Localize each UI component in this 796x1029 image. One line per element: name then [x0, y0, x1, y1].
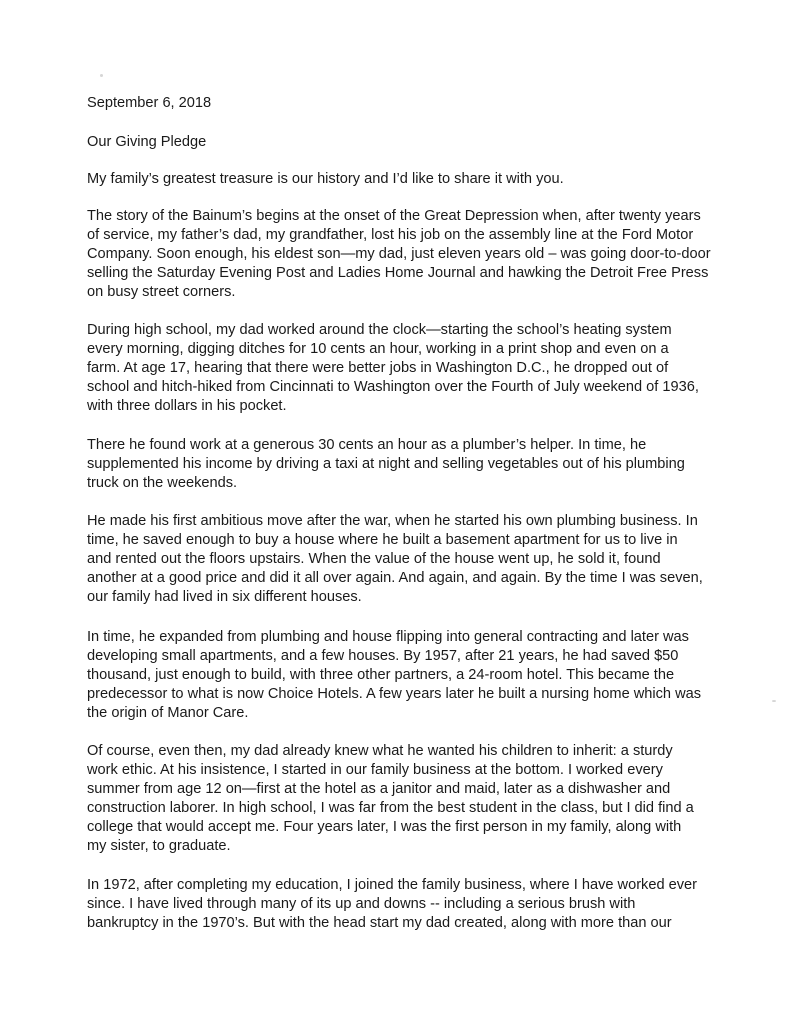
text-line: truck on the weekends.	[87, 475, 238, 491]
paragraph	[87, 512, 727, 607]
paragraph	[87, 436, 727, 493]
text-line: supplemented his income by driving a taxi at night and selling vegetables out of his plumbing	[87, 456, 685, 472]
scan-speck	[100, 74, 103, 77]
text-line: In time, he expanded from plumbing and house flipping into general contracting and later was	[87, 629, 689, 645]
text-line: on busy street corners.	[87, 284, 236, 300]
text-line: In 1972, after completing my education, I joined the family business, where I have worked ever	[87, 877, 698, 893]
text-line: our family had lived in six different houses.	[87, 589, 362, 605]
text-line: and rented out the floors upstairs. When the value of the house went up, he sold it, found	[87, 551, 661, 567]
text-line: bankruptcy in the 1970’s. But with the head start my dad created, along with more than our	[87, 915, 672, 931]
text-line: thousand, just enough to build, with three other partners, a 24-room hotel. This became the	[87, 667, 675, 683]
paragraph	[87, 876, 727, 933]
text-line: Of course, even then, my dad already knew what he wanted his children to inherit: a sturdy	[87, 743, 673, 759]
text-line: construction laborer. In high school, I was far from the best student in the class, but I did find a	[87, 800, 694, 816]
text-line: During high school, my dad worked around the clock—starting the school’s heating system	[87, 322, 672, 338]
text-line: The story of the Bainum’s begins at the onset of the Great Depression when, after twenty years	[87, 208, 701, 224]
text-line: another at a good price and did it all over again. And again, and again. By the time I was seven,	[87, 570, 703, 586]
text-line: Company. Soon enough, his eldest son—my dad, just eleven years old – was going door-to-door	[87, 246, 711, 262]
text-line: my sister, to graduate.	[87, 838, 231, 854]
text-line: summer from age 12 on—first at the hotel as a janitor and maid, later as a dishwasher and	[87, 781, 671, 797]
text-line: He made his first ambitious move after the war, when he started his own plumbing business. In	[87, 513, 698, 529]
text-line: developing small apartments, and a few houses. By 1957, after 21 years, he had saved $50	[87, 648, 679, 664]
text-line: every morning, digging ditches for 10 cents an hour, working in a print shop and even on a	[87, 341, 669, 357]
text-line: time, he saved enough to buy a house where he built a basement apartment for us to live in	[87, 532, 678, 548]
text-line: since. I have lived through many of its up and downs -- including a serious brush with	[87, 896, 636, 912]
paragraph	[87, 170, 727, 189]
text-line: of service, my father’s dad, my grandfather, lost his job on the assembly line at the Ford Motor	[87, 227, 694, 243]
letter-date: September 6, 2018	[87, 95, 212, 111]
scan-speck	[772, 700, 776, 702]
text-line: with three dollars in his pocket.	[87, 398, 287, 414]
text-line: work ethic. At his insistence, I started in our family business at the bottom. I worked every	[87, 762, 663, 778]
text-line: There he found work at a generous 30 cents an hour as a plumber’s helper. In time, he	[87, 437, 647, 453]
text-line: My family’s greatest treasure is our history and I’d like to share it with you.	[87, 171, 564, 187]
text-line: selling the Saturday Evening Post and Ladies Home Journal and hawking the Detroit Free Press	[87, 265, 709, 281]
paragraph	[87, 742, 727, 856]
paragraph	[87, 628, 727, 723]
text-line: farm. At age 17, hearing that there were better jobs in Washington D.C., he dropped out of	[87, 360, 669, 376]
text-line: school and hitch-hiked from Cincinnati to Washington over the Fourth of July weekend of 1936,	[87, 379, 699, 395]
paragraph	[87, 321, 727, 416]
paragraph	[87, 207, 727, 302]
text-line: predecessor to what is now Choice Hotels. A few years later he built a nursing home which was	[87, 686, 702, 702]
text-line: the origin of Manor Care.	[87, 705, 249, 721]
letter-title: Our Giving Pledge	[87, 134, 207, 150]
text-line: college that would accept me. Four years later, I was the first person in my family, along with	[87, 819, 682, 835]
